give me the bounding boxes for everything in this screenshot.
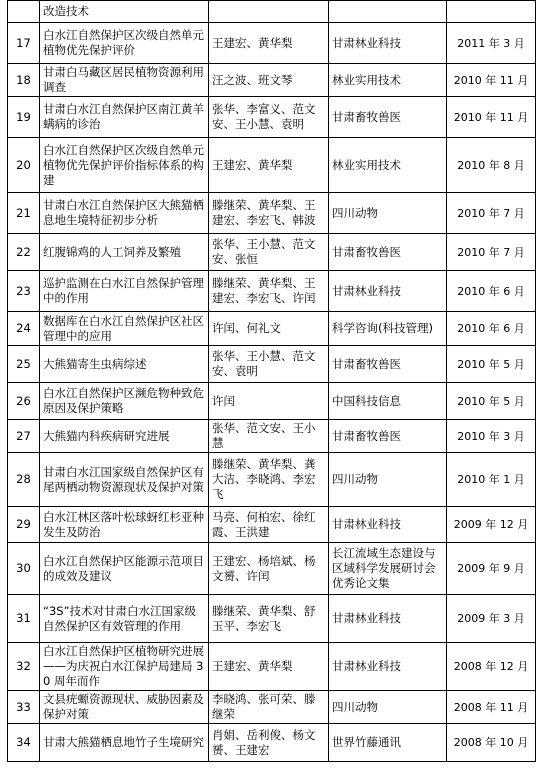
paper-journal: 林业实用技术 — [329, 138, 447, 193]
table-row — [8, 1, 536, 23]
table-body — [8, 1, 536, 762]
paper-journal: 甘肃畜牧兽医 — [329, 97, 447, 138]
table-row — [8, 64, 536, 97]
paper-title: 白水江自然保护区能源示范项目的成效及建议 — [40, 543, 209, 595]
publication-table — [7, 0, 536, 762]
table-row — [8, 507, 536, 543]
table-row — [8, 193, 536, 234]
paper-authors — [209, 1, 329, 23]
paper-authors: 李晓鸿、张可荣、滕继荣 — [209, 691, 329, 724]
table-row — [8, 23, 536, 64]
paper-authors: 张华、王小慧、范文安、袁明 — [209, 346, 329, 383]
row-number: 18 — [8, 64, 40, 97]
paper-authors: 许闰、何礼文 — [209, 312, 329, 346]
paper-title: 数据库在白水江自然保护区社区管理中的应用 — [40, 312, 209, 346]
paper-journal: 甘肃畜牧兽医 — [329, 346, 447, 383]
paper-date: 2010 年 8 月 — [447, 138, 536, 193]
paper-authors: 许闰 — [209, 383, 329, 420]
paper-title: 白水江林区落叶松球蚜红杉亚种发生及防治 — [40, 507, 209, 543]
row-number: 28 — [8, 453, 40, 507]
paper-date: 2011 年 3 月 — [447, 23, 536, 64]
row-number: 23 — [8, 271, 40, 312]
row-number: 26 — [8, 383, 40, 420]
paper-date: 2010 年 7 月 — [447, 193, 536, 234]
table-row — [8, 97, 536, 138]
paper-title: 大熊猫内科疾病研究进展 — [40, 420, 209, 453]
row-number: 32 — [8, 643, 40, 691]
paper-date: 2008 年 11 月 — [447, 691, 536, 724]
paper-journal: 四川动物 — [329, 193, 447, 234]
row-number: 19 — [8, 97, 40, 138]
paper-authors: 张华、王小慧、范文安、张恒 — [209, 234, 329, 271]
paper-journal: 甘肃林业科技 — [329, 643, 447, 691]
table-row — [8, 234, 536, 271]
paper-title: 甘肃白水江国家级自然保护区有尾两栖动物资源现状及保护对策 — [40, 453, 209, 507]
table-row — [8, 595, 536, 643]
table-row — [8, 691, 536, 724]
paper-title: 巡护监测在白水江自然保护管理中的作用 — [40, 271, 209, 312]
paper-date — [447, 1, 536, 23]
paper-date: 2008 年 12 月 — [447, 643, 536, 691]
paper-journal: 四川动物 — [329, 691, 447, 724]
row-number: 22 — [8, 234, 40, 271]
table-row — [8, 643, 536, 691]
row-number: 24 — [8, 312, 40, 346]
table-row — [8, 383, 536, 420]
row-number: 20 — [8, 138, 40, 193]
paper-date: 2010 年 7 月 — [447, 234, 536, 271]
table-row — [8, 271, 536, 312]
row-number: 29 — [8, 507, 40, 543]
paper-title: 甘肃白水江自然保护区大熊猫栖息地生境特征初步分析 — [40, 193, 209, 234]
paper-date: 2010 年 3 月 — [447, 420, 536, 453]
paper-journal: 世界竹藤通讯 — [329, 724, 447, 762]
paper-date: 2008 年 10 月 — [447, 724, 536, 762]
paper-date: 2010 年 11 月 — [447, 64, 536, 97]
paper-title: 白水江自然保护区次级自然单元植物优先保护评价 — [40, 23, 209, 64]
table-row — [8, 138, 536, 193]
row-number: 21 — [8, 193, 40, 234]
table-row — [8, 453, 536, 507]
paper-journal: 甘肃林业科技 — [329, 595, 447, 643]
paper-title: 红腹锦鸡的人工饲养及繁殖 — [40, 234, 209, 271]
paper-journal: 甘肃畜牧兽医 — [329, 420, 447, 453]
row-number: 33 — [8, 691, 40, 724]
row-number — [8, 1, 40, 23]
paper-authors: 张华、李富义、范文安、王小慧、袁明 — [209, 97, 329, 138]
paper-date: 2009 年 3 月 — [447, 595, 536, 643]
paper-authors: 汪之波、班文琴 — [209, 64, 329, 97]
paper-date: 2010 年 11 月 — [447, 97, 536, 138]
paper-journal: 甘肃林业科技 — [329, 271, 447, 312]
paper-date: 2010 年 6 月 — [447, 312, 536, 346]
paper-title: 改造技术 — [40, 1, 209, 23]
paper-authors: 滕继荣、黄华梨、龚大洁、李晓鸿、李宏飞 — [209, 453, 329, 507]
paper-title: 文县疣螈资源现状、威胁因素及保护对策 — [40, 691, 209, 724]
paper-date: 2010 年 5 月 — [447, 346, 536, 383]
paper-title: “3S”技术对甘肃白水江国家级自然保护区有效管理的作用 — [40, 595, 209, 643]
paper-authors: 马亮、何柏宏、徐红霞、王洪建 — [209, 507, 329, 543]
paper-title: 大熊猫寄生虫病综述 — [40, 346, 209, 383]
paper-authors: 滕继荣、黄华梨、王建宏、李宏飞、许闰 — [209, 271, 329, 312]
table-row — [8, 420, 536, 453]
paper-journal: 甘肃林业科技 — [329, 507, 447, 543]
row-number: 25 — [8, 346, 40, 383]
paper-journal: 四川动物 — [329, 453, 447, 507]
paper-journal: 科学咨询(科技管理) — [329, 312, 447, 346]
table-row — [8, 724, 536, 762]
paper-title: 白水江自然保护区濒危物种致危原因及保护策略 — [40, 383, 209, 420]
paper-journal: 甘肃林业科技 — [329, 23, 447, 64]
table-row — [8, 543, 536, 595]
paper-date: 2010 年 6 月 — [447, 271, 536, 312]
paper-journal — [329, 1, 447, 23]
paper-title: 甘肃白马藏区居民植物资源利用调查 — [40, 64, 209, 97]
row-number: 30 — [8, 543, 40, 595]
paper-journal: 林业实用技术 — [329, 64, 447, 97]
paper-authors: 王建宏、黄华梨 — [209, 23, 329, 64]
row-number: 31 — [8, 595, 40, 643]
paper-date: 2009 年 9 月 — [447, 543, 536, 595]
paper-authors: 王建宏、黄华梨 — [209, 643, 329, 691]
row-number: 17 — [8, 23, 40, 64]
table-row — [8, 312, 536, 346]
paper-title: 白水江自然保护区植物研究进展——为庆祝白水江保护局建局 30 周年而作 — [40, 643, 209, 691]
paper-date: 2009 年 12 月 — [447, 507, 536, 543]
paper-date: 2010 年 1 月 — [447, 453, 536, 507]
paper-authors: 张华、范文安、王小慧 — [209, 420, 329, 453]
paper-authors: 滕继荣、黄华梨、王建宏、李宏飞、韩波 — [209, 193, 329, 234]
paper-date: 2010 年 5 月 — [447, 383, 536, 420]
paper-authors: 肖娟、岳利俊、杨文赟、王建宏 — [209, 724, 329, 762]
paper-title: 甘肃大熊猫栖息地竹子生境研究 — [40, 724, 209, 762]
row-number: 34 — [8, 724, 40, 762]
paper-authors: 滕继荣、黄华梨、舒玉平、李宏飞 — [209, 595, 329, 643]
paper-journal: 甘肃畜牧兽医 — [329, 234, 447, 271]
paper-title: 甘肃白水江自然保护区南江黄羊螨病的诊治 — [40, 97, 209, 138]
paper-authors: 王建宏、杨培斌、杨文赟、许闰 — [209, 543, 329, 595]
row-number: 27 — [8, 420, 40, 453]
paper-journal: 长江流域生态建设与区域科学发展研讨会优秀论文集 — [329, 543, 447, 595]
paper-journal: 中国科技信息 — [329, 383, 447, 420]
paper-authors: 王建宏、黄华梨 — [209, 138, 329, 193]
paper-title: 白水江自然保护区次级自然单元植物优先保护评价指标体系的构建 — [40, 138, 209, 193]
table-row — [8, 346, 536, 383]
